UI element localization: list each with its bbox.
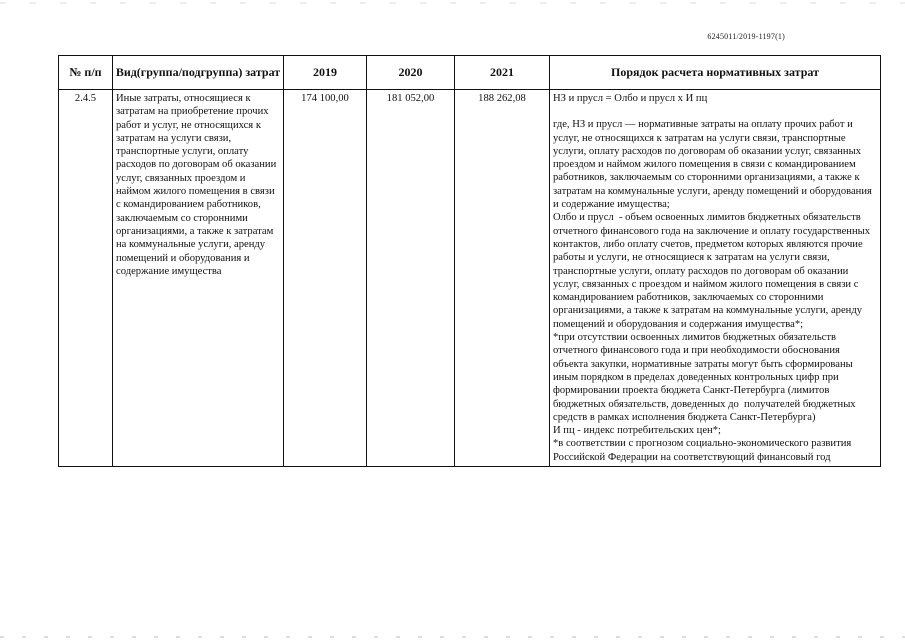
table-header-row <box>59 56 881 90</box>
row-cost-type: Иные затраты, относящиеся к затратам на приобретение прочих работ и услуг, не относящихся к затратам на услуги связи, транспортные услуги, оплату расходов по договорам об оказании услуг, связанных проездом и наймом жилого помещения в связи с командированием работников, заключаемым со сторонними организациями, а также к затратам на коммунальные услуги, аренду помещений и оборудования и содержание имущества <box>113 90 284 467</box>
header-2020: 2020 <box>367 56 455 90</box>
calc-definition-olbo: Олбо и прусл - объем освоенных лимитов бюджетных обязательств отчетного финансового года на заключение и оплату государственных контактов, либо оплату счетов, предметом которых являются прочие работы и услуги, не относящиеся к затратам на услуги связи, транспортные услуги, оплату расходов по договорам об оказании услуг, связанных с проездом и наймом жилого помещения в связи с командированием работников, заключаемых со сторонними организациями, а также к затратам на коммунальные услуги, аренду помещений и оборудования и содержания имущества*; <box>553 212 873 330</box>
calc-definition-ipc: И пц - индекс потребительских цен*; <box>553 425 721 437</box>
normative-costs-table <box>58 55 881 467</box>
value-2021: 188 262,08 <box>455 90 550 467</box>
header-cost-type: Вид(группа/подгруппа) затрат <box>113 56 284 90</box>
header-number: № п/п <box>59 56 113 90</box>
header-2021: 2021 <box>455 56 550 90</box>
calc-note-forecast: *в соответствии с прогнозом социально-экономического развития Российской Федерации на соответствующий финансовый год <box>553 438 854 463</box>
calc-spacer <box>553 105 877 118</box>
scan-noise-top <box>0 2 905 4</box>
calc-note-no-limits: *при отсутствии освоенных лимитов бюджетных обязательств отчетного финансового года и при необходимости обоснования объекта закупки, нормативные затраты могут быть сформированы иным порядком в пределах доведенных контрольных цифр при формировании проекта бюджета Санкт-Петербурга (лимитов бюджетных обязательств, доведенных до получателей бюджетных средств в рамках исполнения бюджета Санкт-Петербурга) <box>553 332 859 423</box>
calculation-procedure-cell <box>550 90 881 467</box>
header-2019: 2019 <box>284 56 367 90</box>
calc-formula: НЗ и прусл = Олбо и прусл х И пц <box>553 93 708 104</box>
value-2019: 174 100,00 <box>284 90 367 467</box>
table-row <box>59 90 881 467</box>
value-2020: 181 052,00 <box>367 90 455 467</box>
header-calculation-procedure: Порядок расчета нормативных затрат <box>550 56 881 90</box>
row-number: 2.4.5 <box>59 90 113 467</box>
document-number: 6245011/2019-1197(1) <box>707 32 785 41</box>
calc-definition-nz: где, НЗ и прусл — нормативные затраты на оплату прочих работ и услуг, не относящихся к затратам на услуги связи, транспортные услуги, оплату расходов по договорам об оказании услуг, связанных проездом и наймом жилого помещения в связи с командированием работников, заключаемым со сторонними организациями, а также к затратам на коммунальные услуги, аренду помещений и оборудования и содержание имущества; <box>553 119 875 211</box>
scan-noise-bottom <box>0 636 905 638</box>
